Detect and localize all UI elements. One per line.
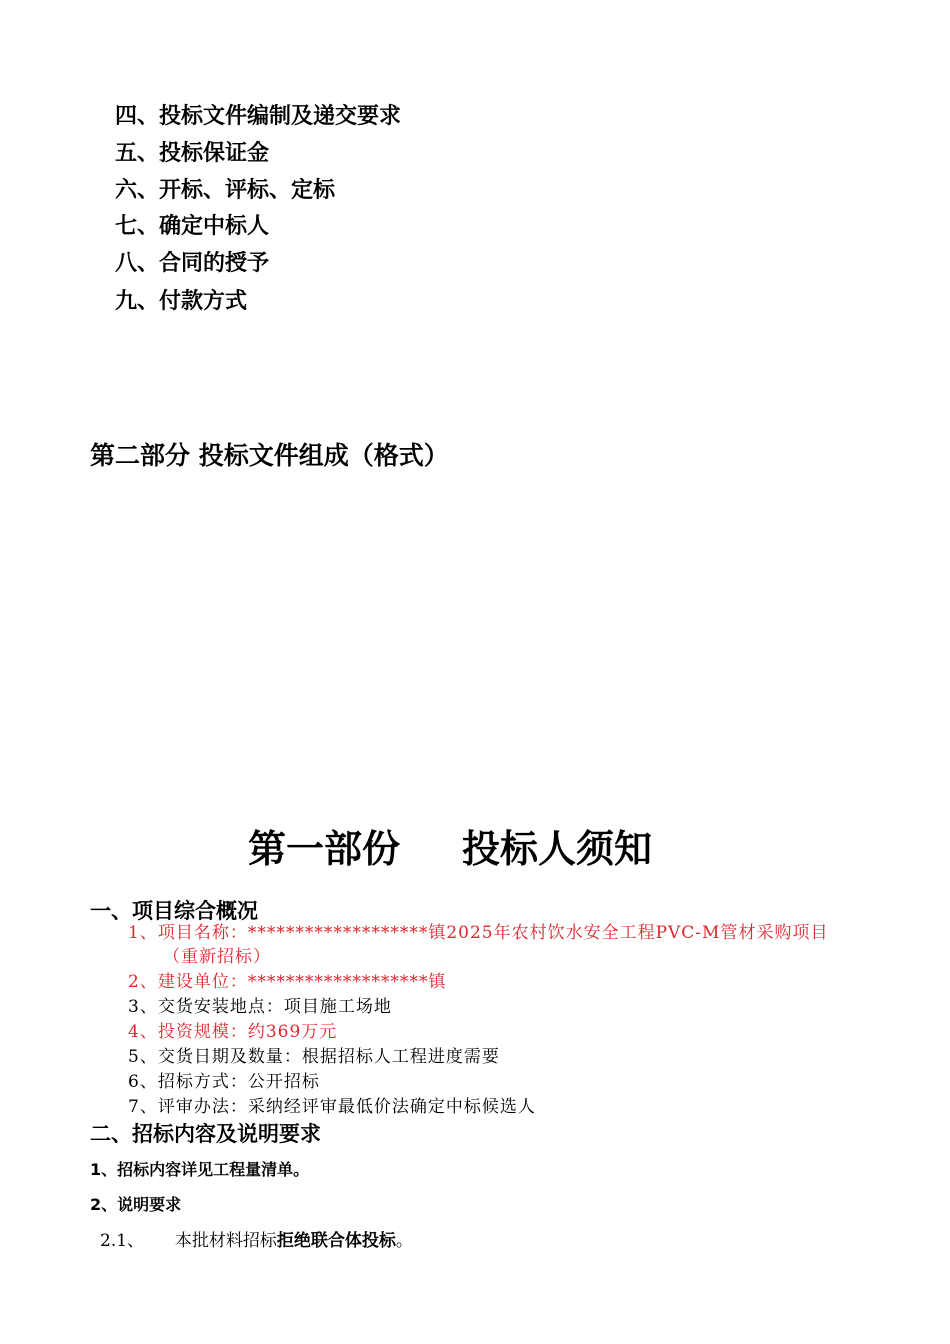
section2-para — [100, 1226, 413, 1251]
para-text: 本批材料招标 — [174, 1231, 277, 1251]
item-method: 6、招标方式：公开招标 — [128, 1072, 320, 1092]
item-builder: 2、建设单位：*******************镇 — [128, 972, 447, 992]
item-investment: 4、投资规模：约369万元 — [128, 1022, 338, 1042]
toc-item-6: 六、开标、评标、定标 — [115, 178, 336, 203]
para-end: 。 — [395, 1231, 413, 1251]
part1-heading-right: 投标人须知 — [462, 827, 653, 871]
section2-title: 二、招标内容及说明要求 — [90, 1122, 321, 1146]
section2-sub1: 1、招标内容详见工程量清单。 — [90, 1160, 310, 1179]
toc-item-7: 七、确定中标人 — [115, 214, 270, 239]
section1-title: 一、项目综合概况 — [90, 899, 258, 923]
item-project-name-cont: （重新招标） — [163, 947, 271, 967]
part2-heading: 第二部分 投标文件组成（格式） — [90, 441, 449, 470]
item-evaluation: 7、评审办法：采纳经评审最低价法确定中标候选人 — [128, 1097, 536, 1117]
section2-sub2: 2、说明要求 — [90, 1195, 182, 1214]
toc-item-5: 五、投标保证金 — [115, 141, 270, 166]
para-bold-text: 拒绝联合体投标 — [276, 1231, 396, 1251]
para-number: 2.1、 — [100, 1231, 145, 1251]
item-project-name: 1、项目名称：*******************镇2025年农村饮水安全工程PVC-M管材采购项目 — [128, 923, 829, 943]
toc-item-9: 九、付款方式 — [115, 289, 248, 314]
item-delivery: 5、交货日期及数量：根据招标人工程进度需要 — [128, 1047, 500, 1067]
toc-item-8: 八、合同的授予 — [115, 251, 270, 276]
part1-heading — [0, 818, 900, 873]
toc-item-4: 四、投标文件编制及递交要求 — [115, 104, 402, 129]
item-location: 3、交货安装地点：项目施工场地 — [128, 997, 392, 1017]
part1-heading-left: 第一部份 — [247, 827, 400, 871]
